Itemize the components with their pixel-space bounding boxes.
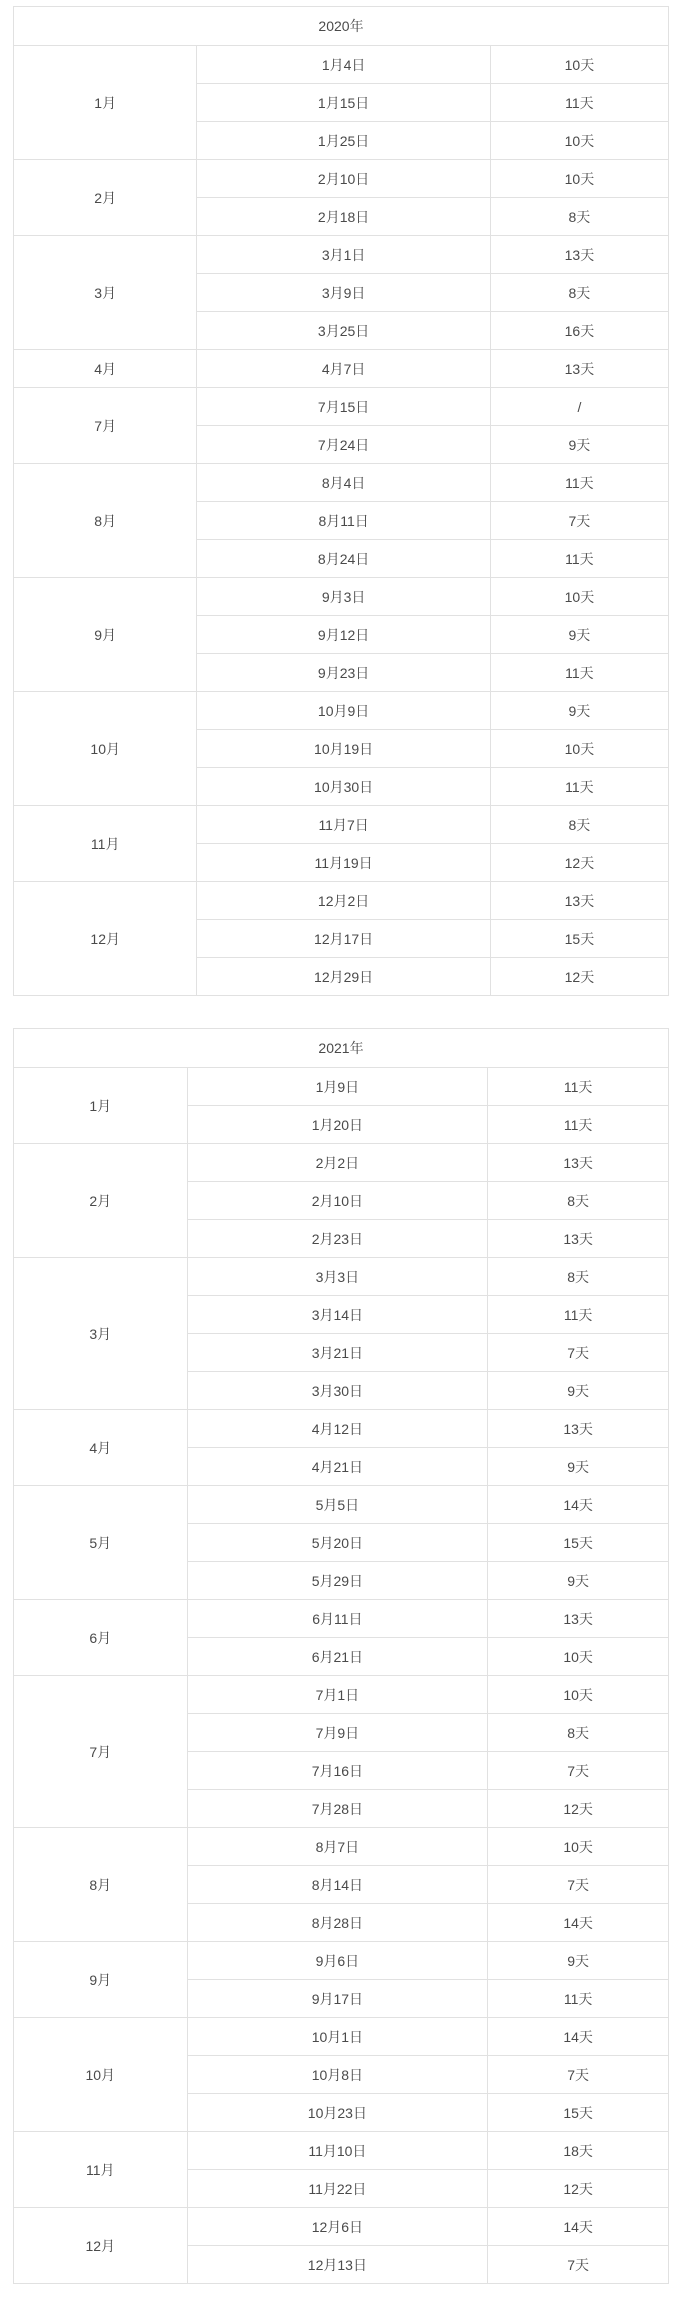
date-cell: 7月28日 <box>187 1790 488 1828</box>
month-cell: 1月 <box>14 46 197 160</box>
date-cell: 2月23日 <box>187 1220 488 1258</box>
date-cell: 10月9日 <box>197 692 490 730</box>
month-cell: 4月 <box>14 1410 188 1486</box>
date-cell: 9月3日 <box>197 578 490 616</box>
days-cell: 7天 <box>488 1752 669 1790</box>
days-cell: 15天 <box>488 1524 669 1562</box>
month-cell: 9月 <box>14 1942 188 2018</box>
date-cell: 7月1日 <box>187 1676 488 1714</box>
days-cell: 9天 <box>490 692 668 730</box>
days-cell: 12天 <box>490 844 668 882</box>
date-cell: 12月17日 <box>197 920 490 958</box>
days-cell: 11天 <box>488 1068 669 1106</box>
table-row <box>14 160 669 198</box>
days-cell: 11天 <box>490 464 668 502</box>
table-row <box>14 578 669 616</box>
days-cell: 8天 <box>490 198 668 236</box>
table-row <box>14 1600 669 1638</box>
table-row <box>14 806 669 844</box>
month-cell: 5月 <box>14 1486 188 1600</box>
days-cell: 10天 <box>488 1638 669 1676</box>
days-cell: 9天 <box>490 426 668 464</box>
days-cell: 14天 <box>488 1904 669 1942</box>
days-cell: 14天 <box>488 2208 669 2246</box>
table-row <box>14 464 669 502</box>
table-row <box>14 692 669 730</box>
table-row <box>14 1942 669 1980</box>
date-cell: 12月13日 <box>187 2246 488 2284</box>
days-cell: 18天 <box>488 2132 669 2170</box>
date-cell: 9月23日 <box>197 654 490 692</box>
month-cell: 11月 <box>14 2132 188 2208</box>
date-cell: 3月30日 <box>187 1372 488 1410</box>
month-cell: 8月 <box>14 464 197 578</box>
days-cell: 12天 <box>488 1790 669 1828</box>
days-cell: 8天 <box>488 1714 669 1752</box>
date-cell: 8月28日 <box>187 1904 488 1942</box>
days-cell: 10天 <box>488 1676 669 1714</box>
date-cell: 6月11日 <box>187 1600 488 1638</box>
date-cell: 3月25日 <box>197 312 490 350</box>
date-cell: 8月14日 <box>187 1866 488 1904</box>
days-cell: 10天 <box>490 578 668 616</box>
date-cell: 1月15日 <box>197 84 490 122</box>
date-cell: 3月1日 <box>197 236 490 274</box>
year-schedule-table-0 <box>13 6 669 996</box>
days-cell: 13天 <box>490 236 668 274</box>
days-cell: 7天 <box>488 2246 669 2284</box>
days-cell: 10天 <box>490 46 668 84</box>
days-cell: 9天 <box>488 1562 669 1600</box>
date-cell: 1月9日 <box>187 1068 488 1106</box>
date-cell: 7月24日 <box>197 426 490 464</box>
date-cell: 5月20日 <box>187 1524 488 1562</box>
table-row <box>14 1144 669 1182</box>
year-header-row <box>14 1029 669 1068</box>
date-cell: 3月21日 <box>187 1334 488 1372</box>
days-cell: 8天 <box>490 274 668 312</box>
date-cell: 2月18日 <box>197 198 490 236</box>
days-cell: 9天 <box>488 1372 669 1410</box>
date-cell: 3月3日 <box>187 1258 488 1296</box>
table-row <box>14 2132 669 2170</box>
date-cell: 3月9日 <box>197 274 490 312</box>
date-cell: 1月20日 <box>187 1106 488 1144</box>
date-cell: 8月7日 <box>187 1828 488 1866</box>
table-row <box>14 2018 669 2056</box>
days-cell: 7天 <box>488 2056 669 2094</box>
date-cell: 1月4日 <box>197 46 490 84</box>
days-cell: 8天 <box>488 1258 669 1296</box>
days-cell: 11天 <box>488 1296 669 1334</box>
year-schedule-table-1 <box>13 1028 669 2284</box>
date-cell: 11月7日 <box>197 806 490 844</box>
date-cell: 4月7日 <box>197 350 490 388</box>
date-cell: 10月8日 <box>187 2056 488 2094</box>
month-cell: 2月 <box>14 1144 188 1258</box>
month-cell: 4月 <box>14 350 197 388</box>
date-cell: 11月19日 <box>197 844 490 882</box>
date-cell: 12月29日 <box>197 958 490 996</box>
date-cell: 10月30日 <box>197 768 490 806</box>
days-cell: 13天 <box>488 1410 669 1448</box>
date-cell: 9月6日 <box>187 1942 488 1980</box>
table-row <box>14 1828 669 1866</box>
days-cell: 9天 <box>490 616 668 654</box>
days-cell: 7天 <box>488 1866 669 1904</box>
days-cell: 9天 <box>488 1448 669 1486</box>
table-row <box>14 236 669 274</box>
date-cell: 11月10日 <box>187 2132 488 2170</box>
date-cell: 9月17日 <box>187 1980 488 2018</box>
days-cell: 11天 <box>488 1106 669 1144</box>
date-cell: 12月6日 <box>187 2208 488 2246</box>
days-cell: 8天 <box>490 806 668 844</box>
days-cell: 15天 <box>490 920 668 958</box>
date-cell: 3月14日 <box>187 1296 488 1334</box>
days-cell: 13天 <box>490 350 668 388</box>
table-row <box>14 350 669 388</box>
date-cell: 2月2日 <box>187 1144 488 1182</box>
month-cell: 10月 <box>14 2018 188 2132</box>
year-header-row <box>14 7 669 46</box>
year-header: 2021年 <box>14 1029 669 1068</box>
days-cell: 9天 <box>488 1942 669 1980</box>
date-cell: 5月5日 <box>187 1486 488 1524</box>
date-cell: 2月10日 <box>197 160 490 198</box>
days-cell: 8天 <box>488 1182 669 1220</box>
table-row <box>14 882 669 920</box>
table-row <box>14 46 669 84</box>
date-cell: 2月10日 <box>187 1182 488 1220</box>
month-cell: 3月 <box>14 1258 188 1410</box>
date-cell: 7月9日 <box>187 1714 488 1752</box>
table-row <box>14 1258 669 1296</box>
month-cell: 2月 <box>14 160 197 236</box>
month-cell: 10月 <box>14 692 197 806</box>
month-cell: 8月 <box>14 1828 188 1942</box>
date-cell: 6月21日 <box>187 1638 488 1676</box>
date-cell: 10月23日 <box>187 2094 488 2132</box>
month-cell: 7月 <box>14 388 197 464</box>
date-cell: 8月4日 <box>197 464 490 502</box>
date-cell: 4月12日 <box>187 1410 488 1448</box>
days-cell: 12天 <box>488 2170 669 2208</box>
days-cell: 10天 <box>490 160 668 198</box>
days-cell: 10天 <box>490 730 668 768</box>
date-cell: 10月1日 <box>187 2018 488 2056</box>
days-cell: / <box>490 388 668 426</box>
date-cell: 11月22日 <box>187 2170 488 2208</box>
month-cell: 11月 <box>14 806 197 882</box>
month-cell: 3月 <box>14 236 197 350</box>
days-cell: 13天 <box>490 882 668 920</box>
year-header: 2020年 <box>14 7 669 46</box>
month-cell: 7月 <box>14 1676 188 1828</box>
days-cell: 13天 <box>488 1220 669 1258</box>
date-cell: 12月2日 <box>197 882 490 920</box>
days-cell: 12天 <box>490 958 668 996</box>
date-cell: 8月24日 <box>197 540 490 578</box>
days-cell: 7天 <box>490 502 668 540</box>
table-row <box>14 2208 669 2246</box>
days-cell: 11天 <box>490 84 668 122</box>
table-row <box>14 1410 669 1448</box>
days-cell: 10天 <box>488 1828 669 1866</box>
date-cell: 5月29日 <box>187 1562 488 1600</box>
month-cell: 1月 <box>14 1068 188 1144</box>
days-cell: 11天 <box>490 768 668 806</box>
days-cell: 14天 <box>488 1486 669 1524</box>
table-row <box>14 1486 669 1524</box>
date-cell: 7月15日 <box>197 388 490 426</box>
date-cell: 10月19日 <box>197 730 490 768</box>
month-cell: 12月 <box>14 882 197 996</box>
date-cell: 8月11日 <box>197 502 490 540</box>
days-cell: 10天 <box>490 122 668 160</box>
days-cell: 16天 <box>490 312 668 350</box>
date-cell: 7月16日 <box>187 1752 488 1790</box>
days-cell: 11天 <box>490 654 668 692</box>
days-cell: 11天 <box>490 540 668 578</box>
table-row <box>14 388 669 426</box>
days-cell: 13天 <box>488 1144 669 1182</box>
month-cell: 6月 <box>14 1600 188 1676</box>
table-row <box>14 1676 669 1714</box>
days-cell: 13天 <box>488 1600 669 1638</box>
month-cell: 9月 <box>14 578 197 692</box>
date-cell: 4月21日 <box>187 1448 488 1486</box>
date-cell: 1月25日 <box>197 122 490 160</box>
days-cell: 14天 <box>488 2018 669 2056</box>
days-cell: 15天 <box>488 2094 669 2132</box>
table-row <box>14 1068 669 1106</box>
month-cell: 12月 <box>14 2208 188 2284</box>
days-cell: 11天 <box>488 1980 669 2018</box>
date-cell: 9月12日 <box>197 616 490 654</box>
days-cell: 7天 <box>488 1334 669 1372</box>
